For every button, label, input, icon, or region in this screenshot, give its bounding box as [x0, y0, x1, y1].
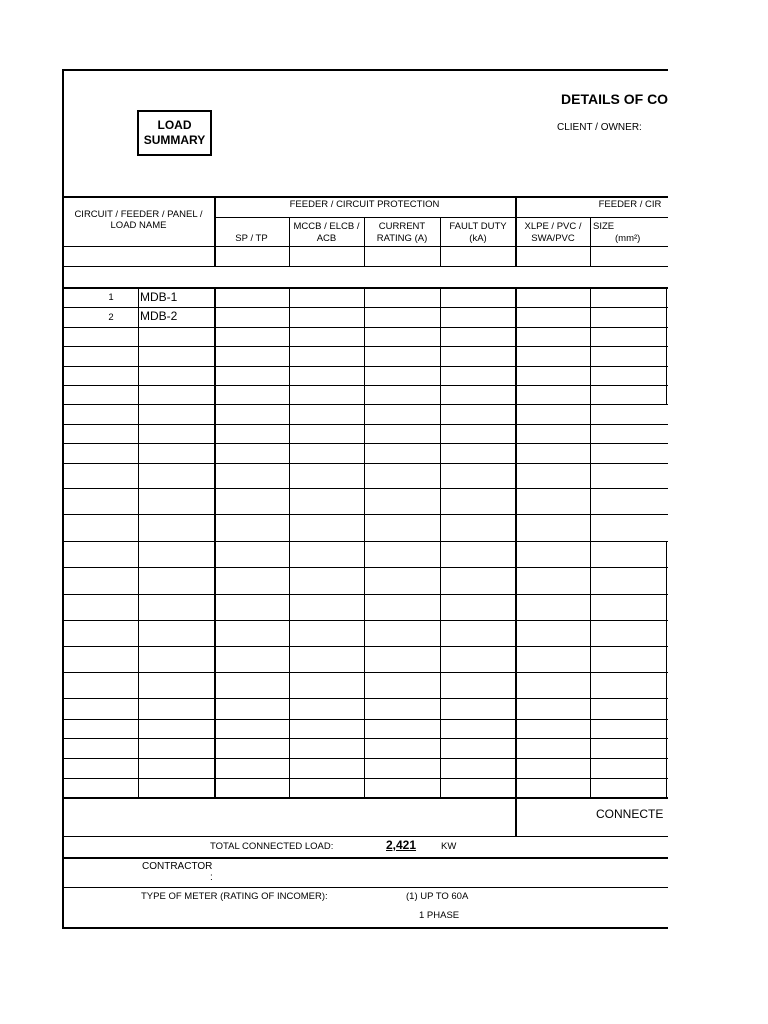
table-row-line	[62, 646, 668, 647]
frame-bottom-line	[62, 927, 668, 929]
header-bottom-line	[62, 246, 668, 247]
table-row-line	[62, 463, 668, 464]
table-row-line	[62, 672, 668, 673]
table-row-line	[62, 385, 668, 386]
table-row-line	[62, 594, 668, 595]
table-row-line	[62, 541, 668, 542]
col-line-breaker	[364, 217, 365, 266]
col-line-right-edge-a	[666, 287, 667, 404]
load-summary-line2: SUMMARY	[143, 133, 206, 147]
cable-group-header: FEEDER / CIR	[598, 199, 662, 210]
col-line-breaker-body	[364, 287, 365, 797]
protection-group-header: FEEDER / CIRCUIT PROTECTION	[289, 199, 440, 210]
fault-duty-header-line1: FAULT DUTY	[449, 221, 507, 232]
blank-row-line-2	[62, 287, 668, 289]
table-row-line	[62, 307, 668, 308]
col-line-protection-cable-body	[515, 287, 517, 837]
table-row-line	[62, 488, 668, 489]
table-row-line	[62, 758, 668, 759]
table-row-line	[62, 514, 668, 515]
meter-phase: 1 PHASE	[419, 910, 460, 921]
blank-row-line-1	[62, 266, 668, 267]
col-line-right-edge-b	[666, 541, 667, 797]
circuit-header-line1: CIRCUIT / FEEDER / PANEL /	[74, 209, 203, 220]
frame-top-line	[62, 69, 668, 71]
total-connected-load-value: 2,421	[386, 838, 417, 852]
table-row-line	[62, 567, 668, 568]
table-row-line	[62, 424, 668, 425]
cable-size-header-line2: (mm²)	[615, 233, 641, 244]
load-summary-box	[137, 110, 212, 156]
table-row-line	[62, 738, 668, 739]
table-row-line	[62, 778, 668, 779]
col-line-name-protection	[214, 196, 216, 266]
header-top-line	[62, 196, 668, 198]
col-line-rating	[440, 217, 441, 266]
col-line-rating-body	[440, 287, 441, 797]
load-summary-line1: LOAD	[157, 118, 192, 132]
connected-label: CONNECTE	[596, 807, 664, 821]
col-line-sptp	[289, 217, 290, 266]
col-line-number-name	[138, 287, 139, 797]
contractor-colon: :	[210, 872, 213, 883]
total-load-unit: KW	[441, 841, 457, 852]
table-row-line	[62, 327, 668, 328]
meter-rating-option: (1) UP TO 60A	[406, 891, 469, 902]
table-row-line	[62, 797, 668, 799]
total-connected-load-label: TOTAL CONNECTED LOAD:	[210, 841, 334, 852]
col-line-cable-type	[590, 217, 591, 266]
row-2-number: 2	[108, 312, 114, 323]
row-2-name: MDB-2	[140, 309, 178, 323]
fault-duty-header-line2: (kA)	[469, 233, 487, 244]
contractor-label: CONTRACTOR	[142, 861, 213, 872]
current-rating-header-line1: CURRENT	[378, 221, 426, 232]
meter-type-label: TYPE OF METER (RATING OF INCOMER):	[141, 891, 328, 902]
table-row-line	[62, 443, 668, 444]
breaker-type-header-line2: ACB	[316, 233, 337, 244]
sp-tp-header: SP / TP	[235, 233, 268, 244]
table-row-line	[62, 366, 668, 367]
group-divider-line	[214, 217, 668, 218]
col-line-cable-type-body	[590, 287, 591, 797]
col-line-sptp-body	[289, 287, 290, 797]
row-1-number: 1	[108, 292, 114, 303]
table-row-line	[62, 346, 668, 347]
table-row-line	[62, 404, 668, 405]
cable-type-header-line1: XLPE / PVC /	[524, 221, 582, 232]
circuit-header-line2: LOAD NAME	[110, 220, 167, 231]
client-owner-label: CLIENT / OWNER:	[557, 122, 642, 133]
contractor-row-bottom-line	[62, 887, 668, 888]
table-row-line	[62, 698, 668, 699]
col-line-name-protection-body	[214, 287, 216, 797]
current-rating-header-line2: RATING (A)	[376, 233, 428, 244]
col-line-protection-cable	[515, 196, 517, 266]
connected-section-bottom-line	[62, 836, 668, 837]
row-1-name: MDB-1	[140, 290, 178, 304]
table-row-line	[62, 719, 668, 720]
table-row-line	[62, 620, 668, 621]
cable-size-header-line1: SIZE	[593, 221, 615, 232]
breaker-type-header-line1: MCCB / ELCB /	[293, 221, 360, 232]
page-title: DETAILS OF CO	[561, 91, 669, 107]
total-row-bottom-line	[62, 857, 668, 859]
cable-type-header-line2: SWA/PVC	[531, 233, 575, 244]
